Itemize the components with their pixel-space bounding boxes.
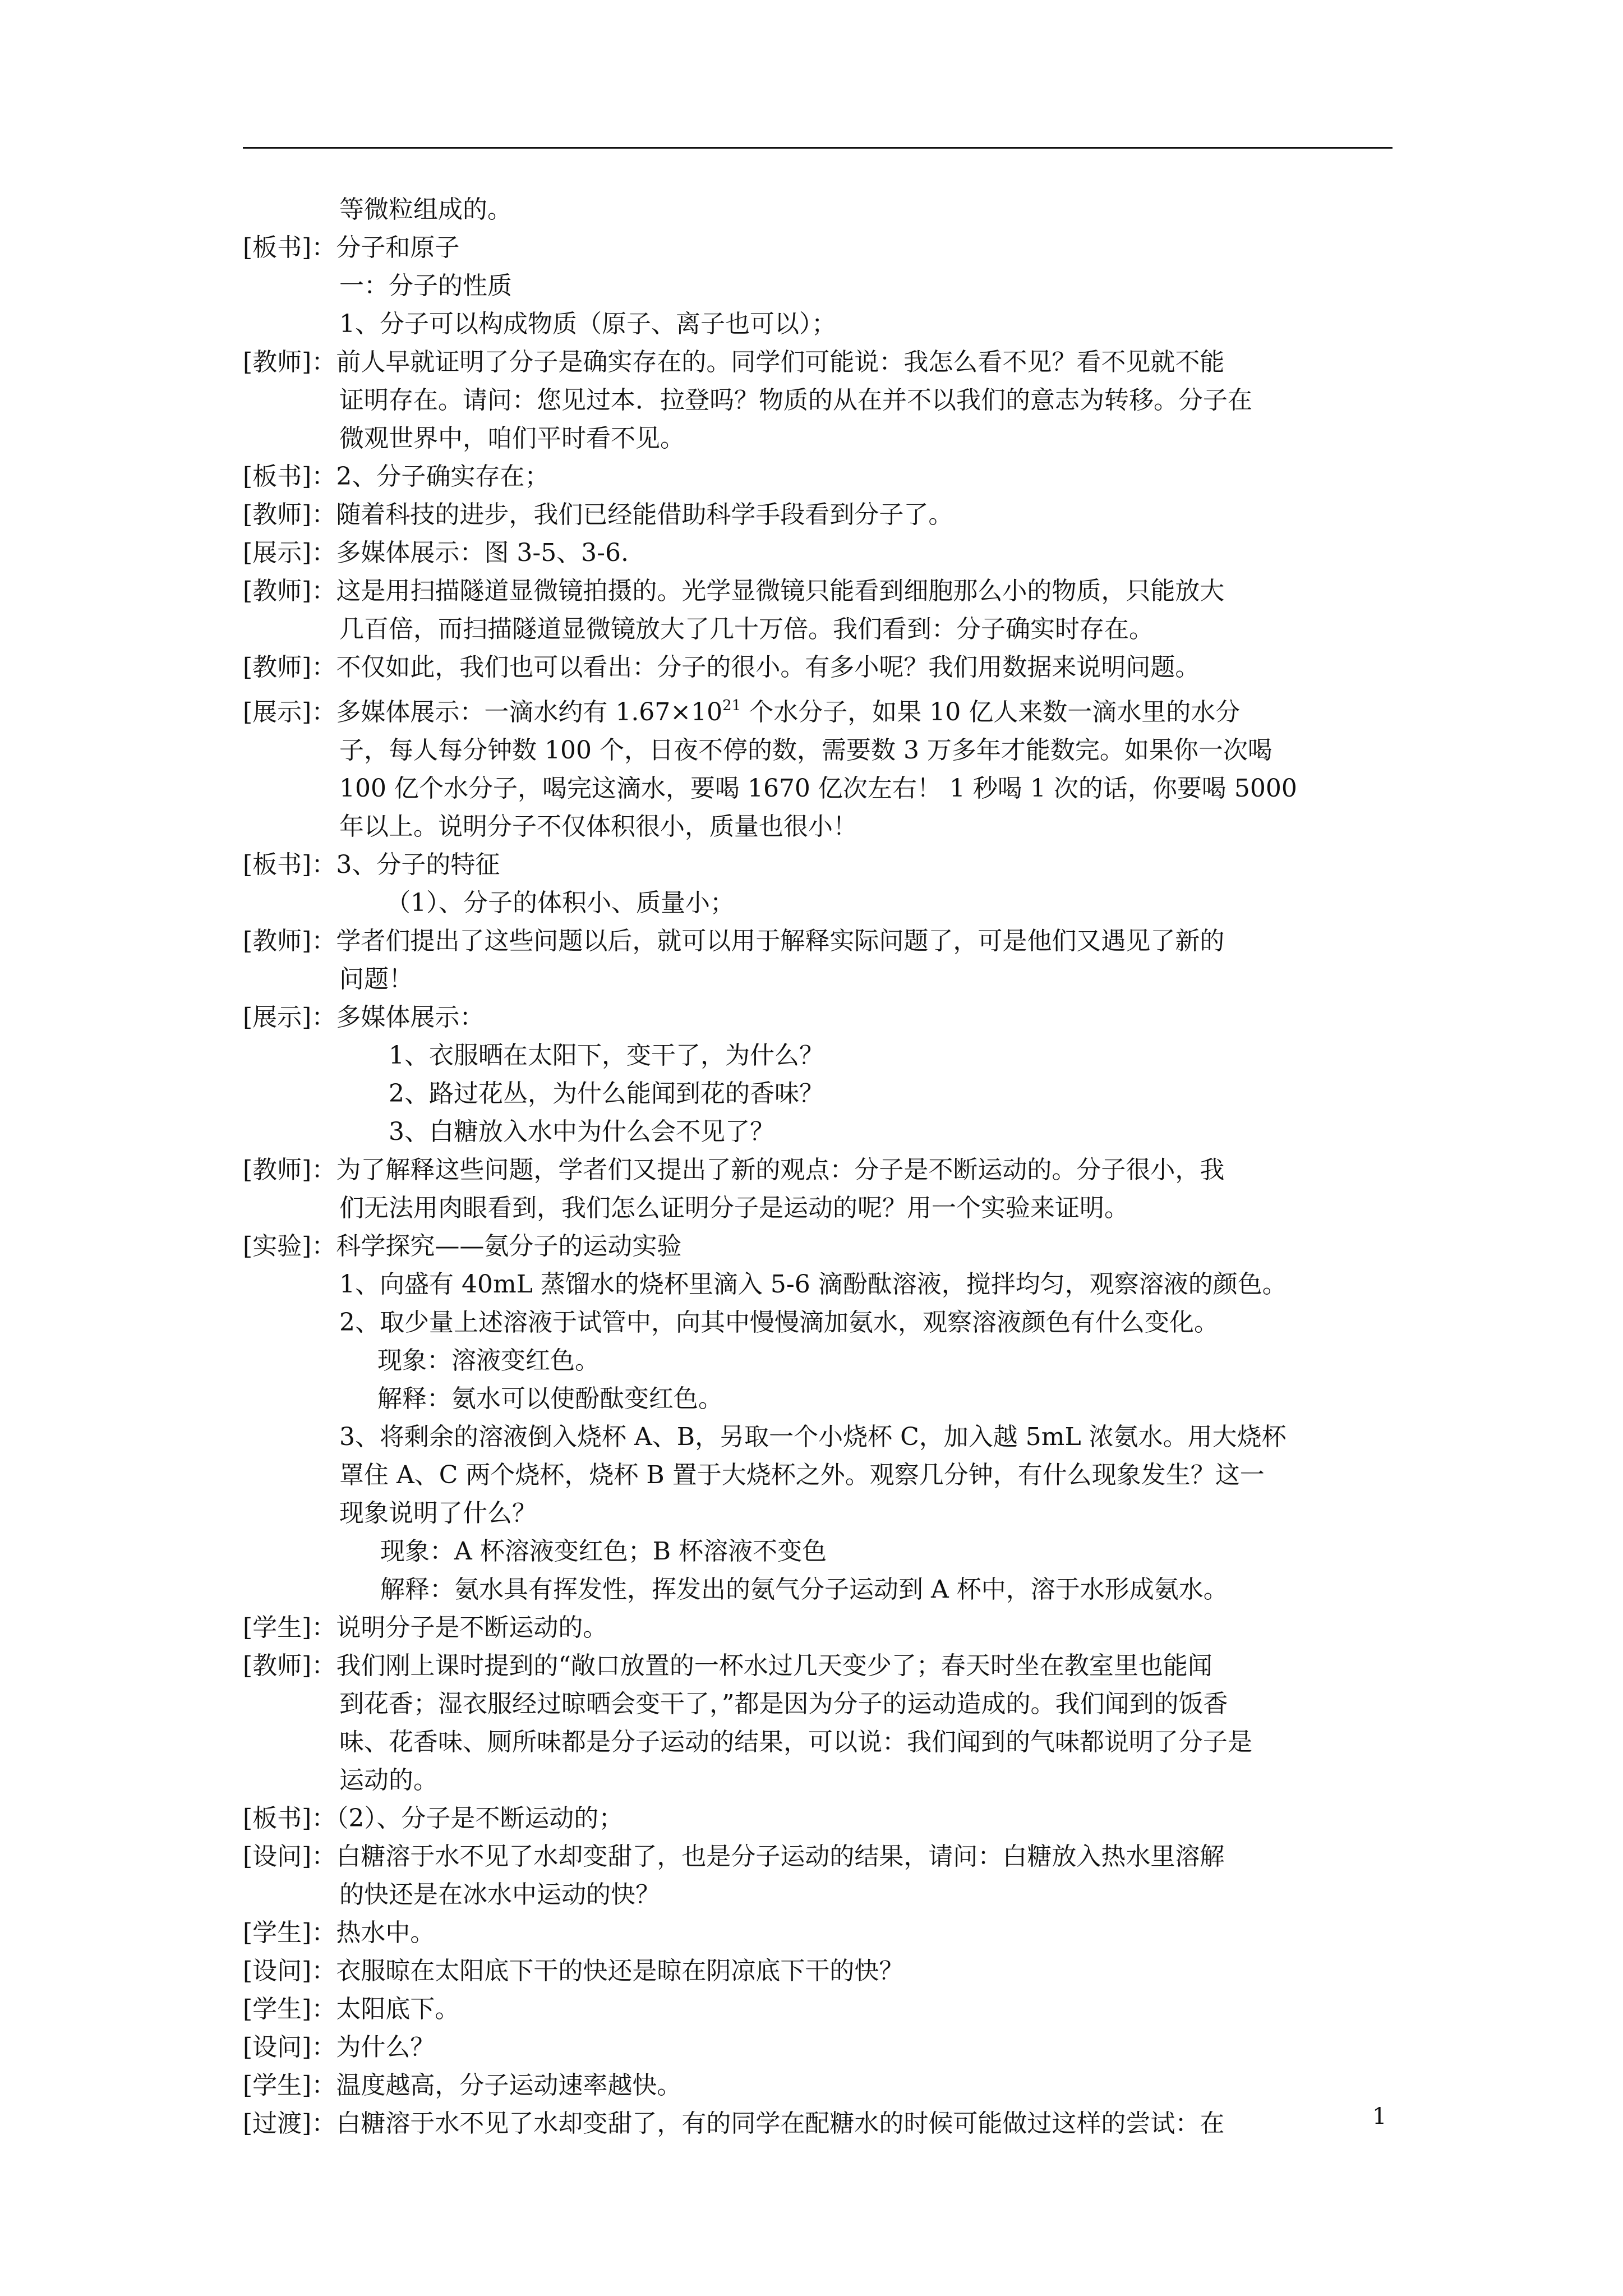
- line-text: 运动的。: [339, 1766, 438, 1795]
- labeled-line: [243, 1151, 1393, 1189]
- text-line: [243, 884, 1393, 922]
- line-tag: [实验]: [243, 1232, 312, 1260]
- text-line: [243, 1761, 1393, 1800]
- text-line: [243, 731, 1393, 770]
- line-tag: [板书]: [243, 850, 312, 879]
- line-text: ：不仅如此，我们也可以看出：分子的很小。有多小呢？我们用数据来说明问题。: [311, 653, 1200, 682]
- line-text: 2、取少量上述溶液于试管中，向其中慢慢滴加氨水，观察溶液颜色有什么变化。: [339, 1308, 1219, 1337]
- line-text: 3、将剩余的溶液倒入烧杯 A、B，另取一个小烧杯 C，加入越 5mL 浓氨水。用大烧杯: [339, 1423, 1287, 1451]
- line-tag: [展示]: [243, 539, 312, 567]
- line-text: 3、白糖放入水中为什么会不见了？: [389, 1117, 774, 1146]
- line-text: ：这是用扫描隧道显微镜拍摄的。光学显微镜只能看到细胞那么小的物质，只能放大: [311, 577, 1225, 605]
- labeled-line: [243, 1227, 1393, 1266]
- line-text: 解释：氨水可以使酚酞变红色。: [377, 1384, 723, 1413]
- labeled-line: [243, 922, 1393, 960]
- labeled-line: [243, 2028, 1393, 2067]
- text-line: [243, 1037, 1393, 1075]
- line-text: ：温度越高，分子运动速率越快。: [311, 2071, 682, 2100]
- text-line: [243, 1075, 1393, 1113]
- labeled-line: [243, 2067, 1393, 2105]
- text-line: [243, 1113, 1393, 1151]
- labeled-line: [243, 999, 1393, 1037]
- line-tag: [学生]: [243, 1995, 312, 2023]
- text-line: [243, 191, 1393, 229]
- labeled-line: [243, 846, 1393, 884]
- labeled-line: [243, 687, 1393, 731]
- text-line: [243, 610, 1393, 648]
- line-text: 问题！: [339, 965, 413, 993]
- line-text: 证明存在。请问：您见过本．拉登吗？物质的从在并不以我们的意志为转移。分子在: [339, 386, 1252, 415]
- line-text: 2、路过花丛，为什么能闻到花的香味？: [389, 1079, 824, 1108]
- line-text: 现象说明了什么？: [339, 1499, 537, 1527]
- line-text: ：3、分子的特征: [311, 850, 500, 879]
- line-text: ：衣服晾在太阳底下干的快还是晾在阴凉底下干的快？: [311, 1957, 904, 1985]
- line-text: 子，每人每分钟数 100 个，日夜不停的数，需要数 3 万多年才能数完。如果你一次喝: [339, 736, 1272, 765]
- line-text: 等微粒组成的。: [339, 195, 512, 224]
- labeled-line: [243, 1952, 1393, 1990]
- line-text: ：（2）、分子是不断运动的；: [311, 1804, 624, 1833]
- superscript: 21: [722, 697, 741, 714]
- line-tag: [板书]: [243, 462, 312, 491]
- line-tag: [教师]: [243, 653, 312, 682]
- document-body: [243, 191, 1393, 2143]
- labeled-line: [243, 1800, 1393, 1838]
- line-text: ：太阳底下。: [311, 1995, 460, 2023]
- labeled-line: [243, 496, 1393, 534]
- line-text: ：多媒体展示：一滴水约有 1.67×10: [311, 698, 723, 726]
- labeled-line: [243, 458, 1393, 496]
- text-line: [243, 1685, 1393, 1723]
- text-line: [243, 381, 1393, 420]
- labeled-line: [243, 1914, 1393, 1952]
- line-tag: [教师]: [243, 927, 312, 955]
- line-text: （1）、分子的体积小、质量小；: [386, 889, 735, 917]
- line-text: ：我们刚上课时提到的“敞口放置的一杯水过几天变少了；春天时坐在教室里也能闻: [311, 1651, 1212, 1680]
- line-tag: [设问]: [243, 1842, 312, 1871]
- line-text: ：前人早就证明了分子是确实存在的。同学们可能说：我怎么看不见？看不见就不能: [311, 348, 1225, 376]
- line-text: ：热水中。: [311, 1918, 435, 1947]
- labeled-line: [243, 1990, 1393, 2028]
- text-line: [243, 770, 1393, 808]
- line-tag: [教师]: [243, 577, 312, 605]
- line-text: 们无法用肉眼看到，我们怎么证明分子是运动的呢？用一个实验来证明。: [339, 1194, 1129, 1222]
- text-line: [243, 1456, 1393, 1494]
- line-text: 1、分子可以构成物质（原子、离子也可以）；: [339, 310, 836, 338]
- line-text: 味、花香味、厕所味都是分子运动的结果，可以说：我们闻到的气味都说明了分子是: [339, 1728, 1252, 1756]
- labeled-line: [243, 572, 1393, 610]
- text-line: [243, 1723, 1393, 1761]
- labeled-line: [243, 648, 1393, 687]
- line-text: ：分子和原子: [311, 233, 460, 262]
- line-text: 100 亿个水分子，喝完这滴水，要喝 1670 亿次左右！ 1 秒喝 1 次的话，你要喝 5000: [339, 774, 1297, 803]
- line-tag: [学生]: [243, 1613, 312, 1642]
- text-line: [243, 1342, 1393, 1380]
- line-text: 现象：A 杯溶液变红色；B 杯溶液不变色: [380, 1537, 827, 1566]
- line-text: 的快还是在冰水中运动的快？: [339, 1880, 660, 1909]
- line-tag: [教师]: [243, 500, 312, 529]
- text-line: [243, 1380, 1393, 1418]
- labeled-line: [243, 1647, 1393, 1685]
- text-line: [243, 1418, 1393, 1456]
- text-line: [243, 1266, 1393, 1304]
- page-number: 1: [1372, 2104, 1387, 2129]
- line-text: ：白糖溶于水不见了水却变甜了，也是分子运动的结果，请问：白糖放入热水里溶解: [311, 1842, 1225, 1871]
- line-tag: [展示]: [243, 698, 312, 726]
- line-text: ：说明分子是不断运动的。: [311, 1613, 608, 1642]
- line-text: 解释：氨水具有挥发性，挥发出的氨气分子运动到 A 杯中，溶于水形成氨水。: [380, 1575, 1228, 1604]
- labeled-line: [243, 534, 1393, 572]
- labeled-line: [243, 1838, 1393, 1876]
- text-line: [243, 1494, 1393, 1533]
- line-tag: [设问]: [243, 2033, 312, 2062]
- line-text-continued: 个水分子，如果 10 亿人来数一滴水里的水分: [741, 698, 1241, 726]
- line-text: ：2、分子确实存在；: [311, 462, 550, 491]
- line-tag: [教师]: [243, 348, 312, 376]
- line-text: ：随着科技的进步，我们已经能借助科学手段看到分子了。: [311, 500, 953, 529]
- line-text: ：科学探究——氨分子的运动实验: [311, 1232, 682, 1260]
- text-line: [243, 808, 1393, 846]
- line-tag: [设问]: [243, 1957, 312, 1985]
- line-tag: [教师]: [243, 1156, 312, 1184]
- line-text: ：为什么？: [311, 2033, 435, 2062]
- line-text: 一：分子的性质: [339, 272, 512, 300]
- text-line: [243, 1571, 1393, 1609]
- line-text: ：为了解释这些问题，学者们又提出了新的观点：分子是不断运动的。分子很小，我: [311, 1156, 1225, 1184]
- line-text: 现象：溶液变红色。: [377, 1346, 600, 1375]
- text-line: [243, 305, 1393, 343]
- labeled-line: [243, 229, 1393, 267]
- line-text: ：白糖溶于水不见了水却变甜了，有的同学在配糖水的时候可能做过这样的尝试：在: [311, 2109, 1225, 2138]
- labeled-line: [243, 2105, 1393, 2143]
- line-tag: [教师]: [243, 1651, 312, 1680]
- text-line: [243, 267, 1393, 305]
- line-text: ：学者们提出了这些问题以后，就可以用于解释实际问题了，可是他们又遇见了新的: [311, 927, 1225, 955]
- line-text: 几百倍，而扫描隧道显微镜放大了几十万倍。我们看到：分子确实时存在。: [339, 615, 1154, 643]
- line-text: 微观世界中，咱们平时看不见。: [339, 424, 685, 453]
- text-line: [243, 960, 1393, 999]
- labeled-line: [243, 343, 1393, 381]
- text-line: [243, 420, 1393, 458]
- line-text: 年以上。说明分子不仅体积很小，质量也很小！: [339, 812, 857, 841]
- header-rule: [243, 147, 1393, 149]
- line-text: 罩住 A、C 两个烧杯，烧杯 B 置于大烧杯之外。观察几分钟，有什么现象发生？这一: [339, 1461, 1265, 1489]
- text-line: [243, 1189, 1393, 1227]
- line-tag: [板书]: [243, 1804, 312, 1833]
- text-line: [243, 1533, 1393, 1571]
- line-text: 到花香；湿衣服经过晾晒会变干了，”都是因为分子的运动造成的。我们闻到的饭香: [339, 1690, 1228, 1718]
- text-line: [243, 1304, 1393, 1342]
- labeled-line: [243, 1609, 1393, 1647]
- text-line: [243, 1876, 1393, 1914]
- line-tag: [展示]: [243, 1003, 312, 1032]
- line-text: ：多媒体展示：: [311, 1003, 485, 1032]
- line-text: ：多媒体展示：图 3-5、3-6.: [311, 539, 629, 567]
- line-text: 1、衣服晒在太阳下，变干了，为什么？: [389, 1041, 824, 1070]
- line-text: 1、向盛有 40mL 蒸馏水的烧杯里滴入 5-6 滴酚酞溶液，搅拌均匀，观察溶液的颜色。: [339, 1270, 1287, 1299]
- line-tag: [过渡]: [243, 2109, 312, 2138]
- line-tag: [板书]: [243, 233, 312, 262]
- line-tag: [学生]: [243, 2071, 312, 2100]
- line-tag: [学生]: [243, 1918, 312, 1947]
